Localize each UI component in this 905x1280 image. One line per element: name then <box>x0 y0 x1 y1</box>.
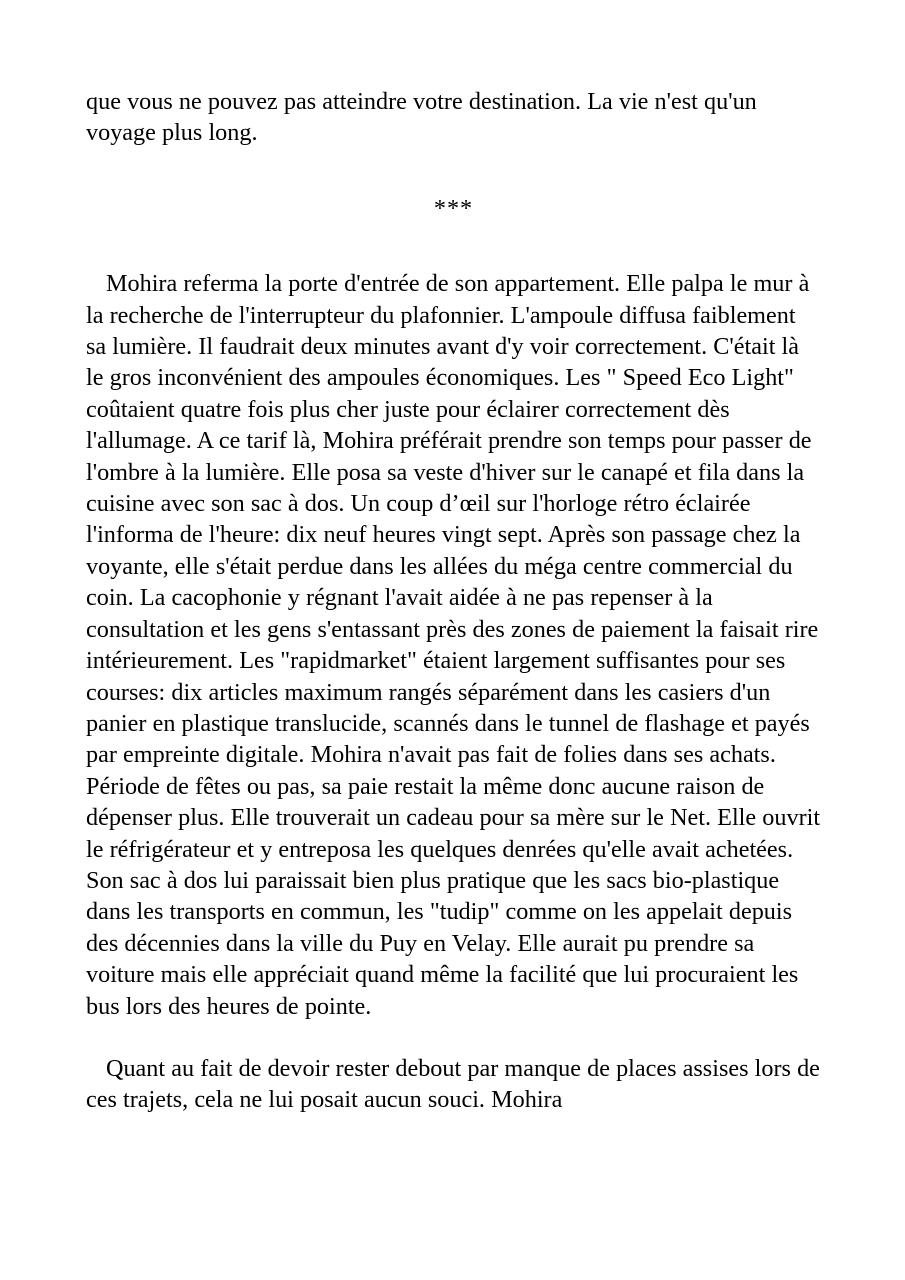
section-separator: *** <box>433 194 474 222</box>
closing-paragraph: Quant au fait de devoir rester debout par manque de places assises lors de ces trajets, cela ne lui posait aucun souci. Mohira <box>86 1054 820 1114</box>
paragraph-spacer <box>86 1022 821 1053</box>
separator-spacer <box>86 224 821 268</box>
document-text-column <box>86 86 821 1116</box>
paragraph-spacer <box>86 149 821 193</box>
opening-paragraph: que vous ne pouvez pas atteindre votre destination. La vie n'est qu'un voyage plus long. <box>86 88 757 147</box>
body-paragraph: Mohira referma la porte d'entrée de son appartement. Elle palpa le mur à la recherche de l'interrupteur du plafonnier. L'ampoule diffusa faiblement sa lumière. Il faudrait deux minutes avant d'y voir correctement. C'était là le gros inconvénient des ampoules économiques. Les " Speed Eco Light" coûtaient quatre fois plus cher juste pour éclairer correctement dès l'allumage. A ce tarif là, Mohira préférait prendre son temps pour passer de l'ombre à la lumière. Elle posa sa veste d'hiver sur le canapé et fila dans la cuisine avec son sac à dos. Un coup d’œil sur l'horloge rétro éclairée l'informa de l'heure: dix neuf heures vingt sept. Après son passage chez la voyante, elle s'était perdue dans les allées du méga centre commercial du coin. La cacophonie y régnant l'avait aidée à ne pas repenser à la consultation et les gens s'entassant près des zones de paiement la faisait rire intérieurement. Les "rapidmarket" étaient largement suffisantes pour ses courses: dix articles maximum rangés séparément dans les casiers d'un panier en plastique translucide, scannés dans le tunnel de flashage et payés par empreinte digitale. Mohira n'avait pas fait de folies dans ses achats. Période de fêtes ou pas, sa paie restait la même donc aucune raison de dépenser plus. Elle trouverait un cadeau pour sa mère sur le Net. Elle ouvrit le réfrigérateur et y entreposa les quelques denrées qu'elle avait achetées. Son sac à dos lui paraissait bien plus pratique que les sacs bio-plastique dans les transports en commun, les "tudip" comme on les appelait depuis des décennies dans la ville du Puy en Velay. Elle aurait pu prendre sa voiture mais elle appréciait quand même la facilité que lui procuraient les bus lors des heures de pointe. <box>86 270 821 1020</box>
